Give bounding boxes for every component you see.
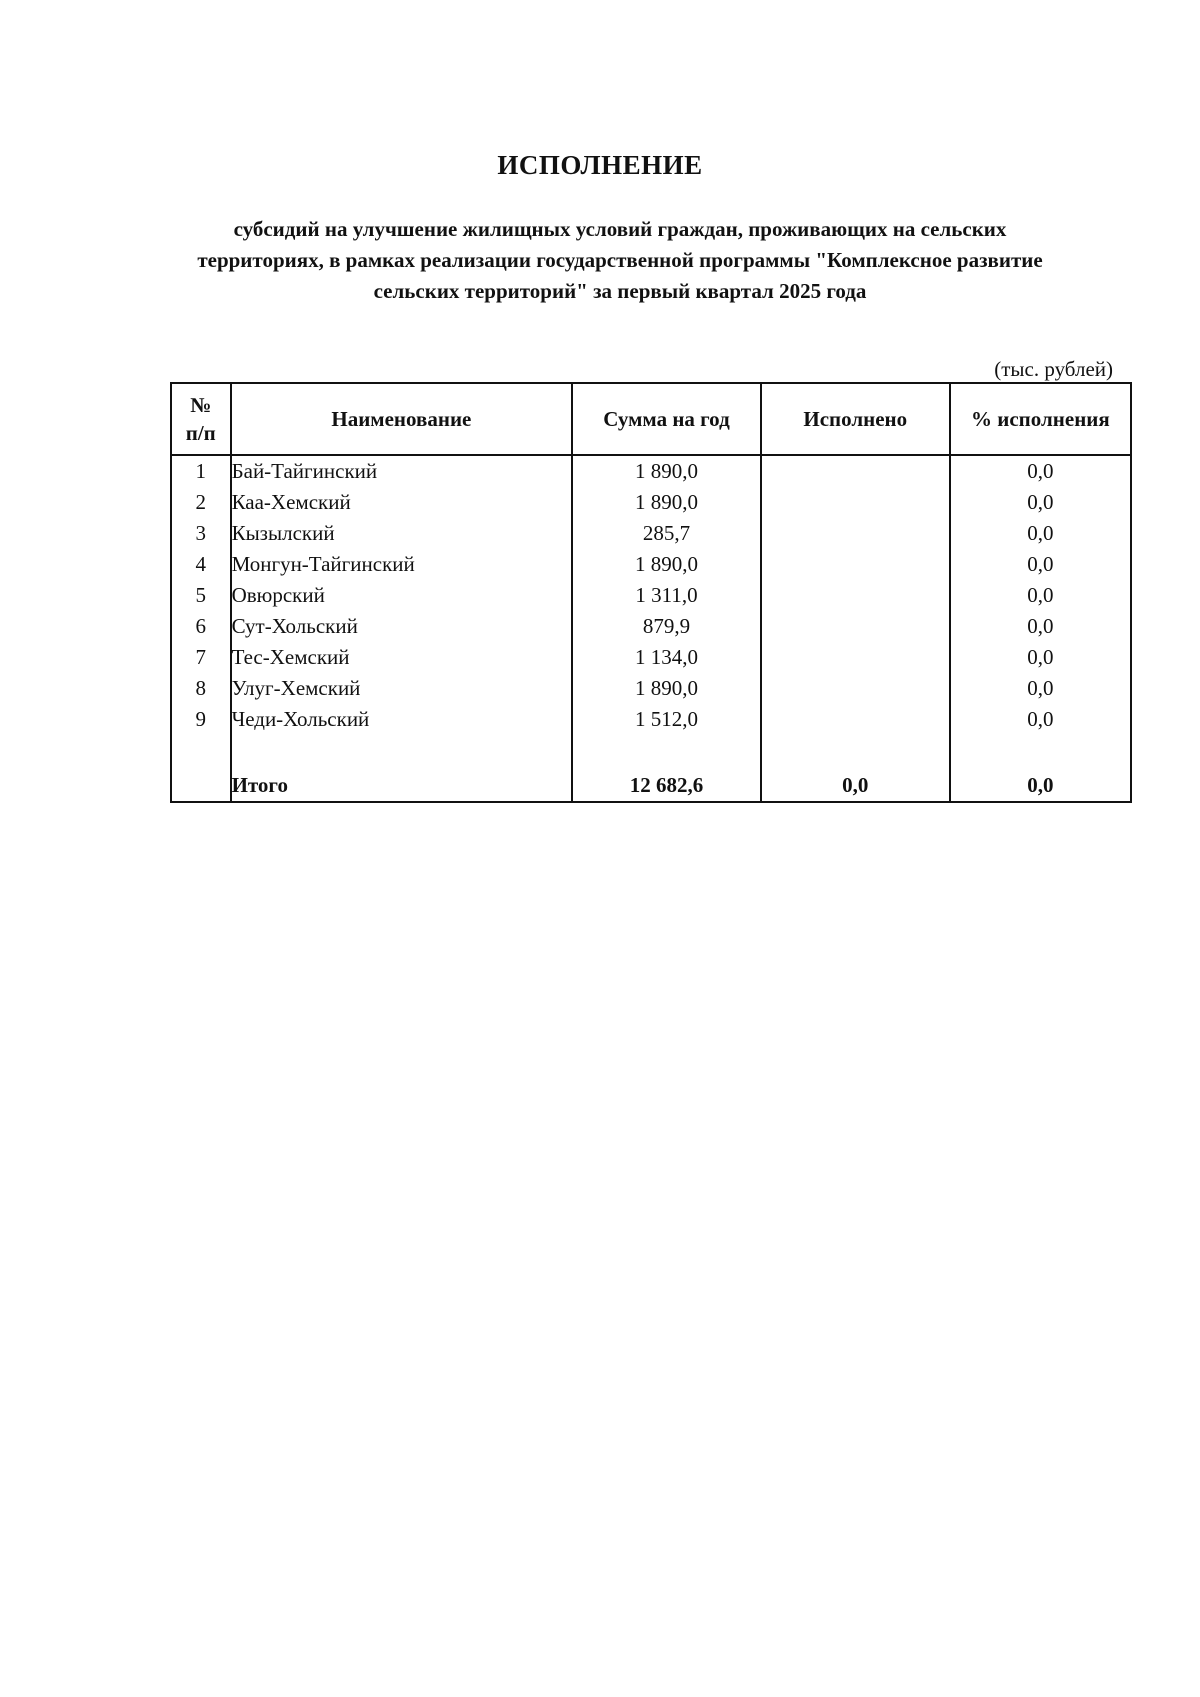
row-sum: 1 890,0: [572, 549, 761, 580]
row-sum: 1 134,0: [572, 642, 761, 673]
row-sum: 285,7: [572, 518, 761, 549]
row-percent: 0,0: [950, 455, 1131, 487]
row-done: [761, 455, 950, 487]
table-row: [171, 487, 1131, 518]
row-percent: 0,0: [950, 487, 1131, 518]
document-title: ИСПОЛНЕНИЕ: [497, 150, 703, 180]
header-name: Наименование: [231, 383, 573, 455]
header-percent: % исполнения: [950, 383, 1131, 455]
table-row: [171, 704, 1131, 735]
spacer-cell: [761, 735, 950, 769]
row-done: [761, 642, 950, 673]
table-body: [171, 455, 1131, 802]
header-number-pp: п/п: [185, 421, 216, 445]
row-name: Улуг-Хемский: [231, 673, 573, 704]
header-number-sign: №: [190, 393, 212, 417]
row-percent: 0,0: [950, 704, 1131, 735]
row-sum: 1 890,0: [572, 487, 761, 518]
row-name: Овюрский: [231, 580, 573, 611]
spacer-cell: [572, 735, 761, 769]
row-name: Монгун-Тайгинский: [231, 549, 573, 580]
row-name: Кызылский: [231, 518, 573, 549]
table-row: [171, 642, 1131, 673]
row-name: Сут-Хольский: [231, 611, 573, 642]
row-percent: 0,0: [950, 611, 1131, 642]
row-sum: 1 512,0: [572, 704, 761, 735]
row-sum: 1 890,0: [572, 673, 761, 704]
spacer-cell: [231, 735, 573, 769]
table-header-row: [171, 383, 1131, 455]
total-number: [171, 769, 231, 802]
row-name: Бай-Тайгинский: [231, 455, 573, 487]
header-number: [171, 383, 231, 455]
row-name: Тес-Хемский: [231, 642, 573, 673]
row-sum: 1 890,0: [572, 455, 761, 487]
row-number: 7: [171, 642, 231, 673]
document-subtitle: субсидий на улучшение жилищных условий граждан, проживающих на сельских территориях, в рамках реализации государственной программы "Комплексное развитие сельских территорий" за первый квартал 2025 года: [197, 217, 1043, 303]
row-percent: 0,0: [950, 673, 1131, 704]
row-done: [761, 518, 950, 549]
execution-table: [170, 382, 1132, 803]
row-percent: 0,0: [950, 549, 1131, 580]
row-number: 8: [171, 673, 231, 704]
row-percent: 0,0: [950, 518, 1131, 549]
total-done: 0,0: [761, 769, 950, 802]
row-done: [761, 580, 950, 611]
table-row: [171, 580, 1131, 611]
row-done: [761, 611, 950, 642]
header-done: Исполнено: [761, 383, 950, 455]
spacer-cell: [171, 735, 231, 769]
spacer-cell: [950, 735, 1131, 769]
row-number: 5: [171, 580, 231, 611]
row-number: 9: [171, 704, 231, 735]
row-name: Чеди-Хольский: [231, 704, 573, 735]
row-number: 2: [171, 487, 231, 518]
table-row: [171, 611, 1131, 642]
row-percent: 0,0: [950, 642, 1131, 673]
row-number: 1: [171, 455, 231, 487]
table-row: [171, 549, 1131, 580]
row-sum: 879,9: [572, 611, 761, 642]
table-row: [171, 673, 1131, 704]
row-number: 4: [171, 549, 231, 580]
row-sum: 1 311,0: [572, 580, 761, 611]
row-number: 6: [171, 611, 231, 642]
row-done: [761, 549, 950, 580]
row-number: 3: [171, 518, 231, 549]
row-percent: 0,0: [950, 580, 1131, 611]
row-done: [761, 487, 950, 518]
total-sum: 12 682,6: [572, 769, 761, 802]
table-row: [171, 455, 1131, 487]
table-total-row: [171, 769, 1131, 802]
units-note: (тыс. рублей): [994, 357, 1113, 381]
header-sum: Сумма на год: [572, 383, 761, 455]
total-label: Итого: [231, 769, 573, 802]
table-spacer-row: [171, 735, 1131, 769]
row-done: [761, 704, 950, 735]
row-name: Каа-Хемский: [231, 487, 573, 518]
total-percent: 0,0: [950, 769, 1131, 802]
table-row: [171, 518, 1131, 549]
row-done: [761, 673, 950, 704]
